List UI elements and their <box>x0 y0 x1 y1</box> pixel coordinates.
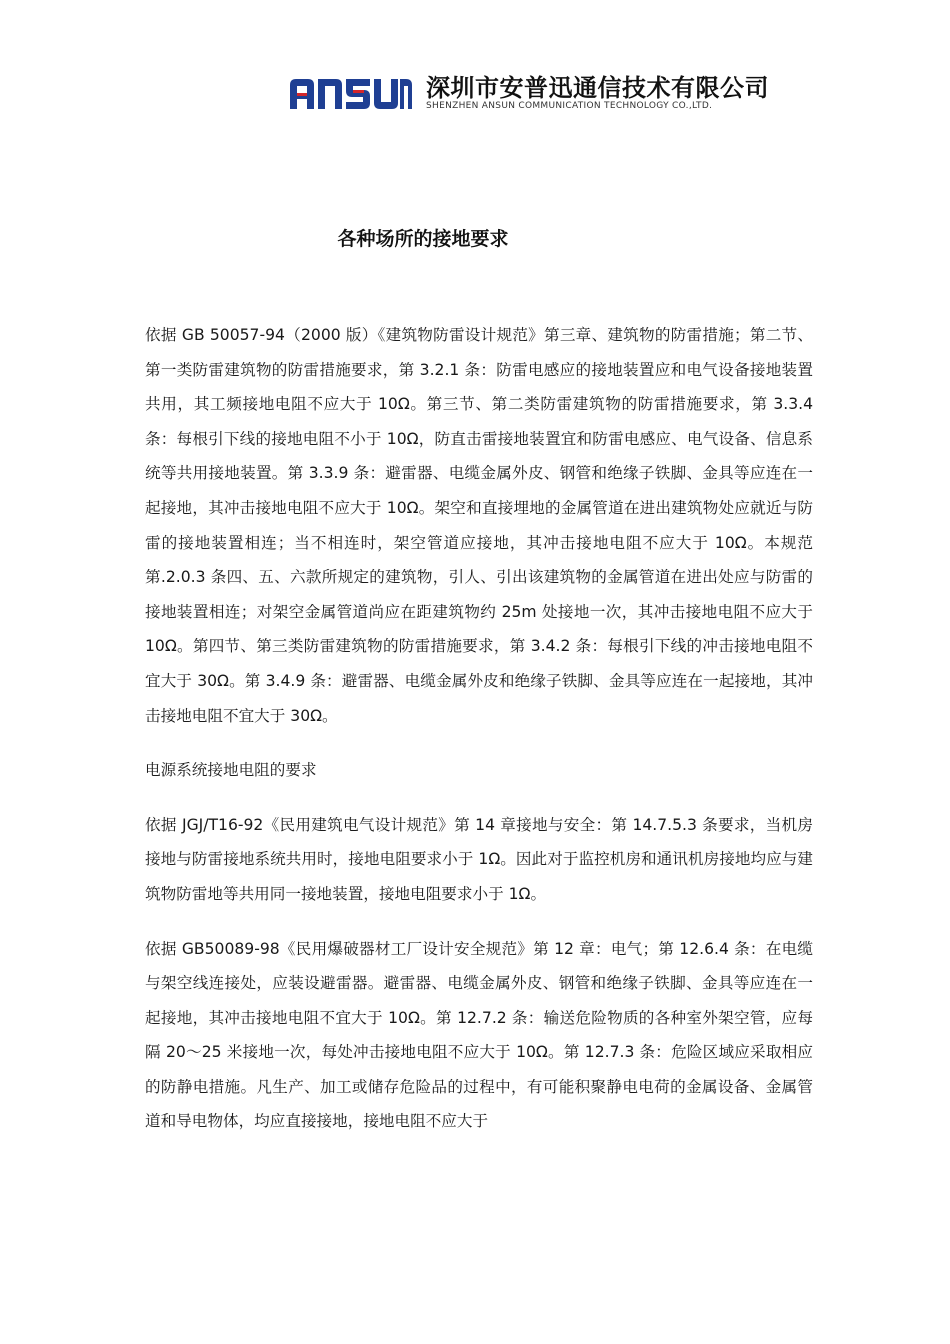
ansun-logo <box>288 74 412 112</box>
document-title-text: 各种场所的接地要求 <box>337 228 509 250</box>
document-body <box>145 318 813 1159</box>
paragraph-civil-building: 依据 JGJ/T16-92《民用建筑电气设计规范》第 14 章接地与安全：第 14.7.5.3 条要求，当机房接地与防雷接地系统共用时，接地电阻要求小于 1Ω。因此对于监控机房和通讯机房接地均应与建筑物防雷地等共用同一接地装置，接地电阻要求小于 1Ω。 <box>145 815 813 903</box>
company-name-en: SHENZHEN ANSUN COMMUNICATION TECHNOLOGY CO.,LTD. <box>426 100 713 111</box>
company-name-cn: 深圳市安普迅通信技术有限公司 <box>426 73 769 102</box>
paragraph-lightning-protection: 依据 GB 50057-94（2000 版）《建筑物防雷设计规范》第三章、建筑物的防雷措施；第二节、第一类防雷建筑物的防雷措施要求，第 3.2.1 条：防雷电感应的接地装置应和电气设备接地装置共用，其工频接地电阻不应大于 10Ω。第三节、第二类防雷建筑物的防雷措施要求，第 3.3.4 条：每根引下线的接地电阻不小于 10Ω，防直击雷接地装置宜和防雷电感应、电气设备、信息系统等共用接地装置。第 3.3.9 条：避雷器、电缆金属外皮、钢管和绝缘子铁脚、金具等应连在一起接地，其冲击接地电阻不应大于 10Ω。架空和直接埋地的金属管道在进出建筑物处应就近与防雷的接地装置相连；当不相连时，架空管道应接地，其冲击接地电阻不应大于 10Ω。本规范第.2.0.3 条四、五、六款所规定的建筑物，引人、引出该建筑物的金属管道在进出处应与防雷的接地装置相连；对架空金属管道尚应在距建筑物约 25m 处接地一次，其冲击接地电阻不应大于 10Ω。第四节、第三类防雷建筑物的防雷措施要求，第 3.4.2 条：每根引下线的冲击接地电阻不宜大于 30Ω。第 3.4.9 条：避雷器、电缆金属外皮和绝缘子铁脚、金具等应连在一起接地，其冲击接地电阻不宜大于 30Ω。 <box>145 326 813 725</box>
letterhead <box>288 70 768 116</box>
section-heading-power-grounding: 电源系统接地电阻的要求 <box>145 761 317 780</box>
company-name <box>426 75 769 112</box>
ansun-logo-graphic <box>288 75 412 111</box>
paragraph-explosives-factory: 依据 GB50089-98《民用爆破器材工厂设计安全规范》第 12 章：电气；第 12.6.4 条：在电缆与架空线连接处，应装设避雷器。避雷器、电缆金属外皮、钢管和绝缘子铁脚、金具等应连在一起接地，其冲击接地电阻不宜大于 10Ω。第 12.7.2 条：输送危险物质的各种室外架空管，应每隔 20～25 米接地一次，每处冲击接地电阻不应大于 10Ω。第 12.7.3 条：危险区域应采取相应的防静电措施。凡生产、加工或储存危险品的过程中，有可能积聚静电电荷的金属设备、金属管道和导电物体，均应直接接地，接地电阻不应大于 <box>145 939 813 1131</box>
document-title <box>0 224 950 251</box>
